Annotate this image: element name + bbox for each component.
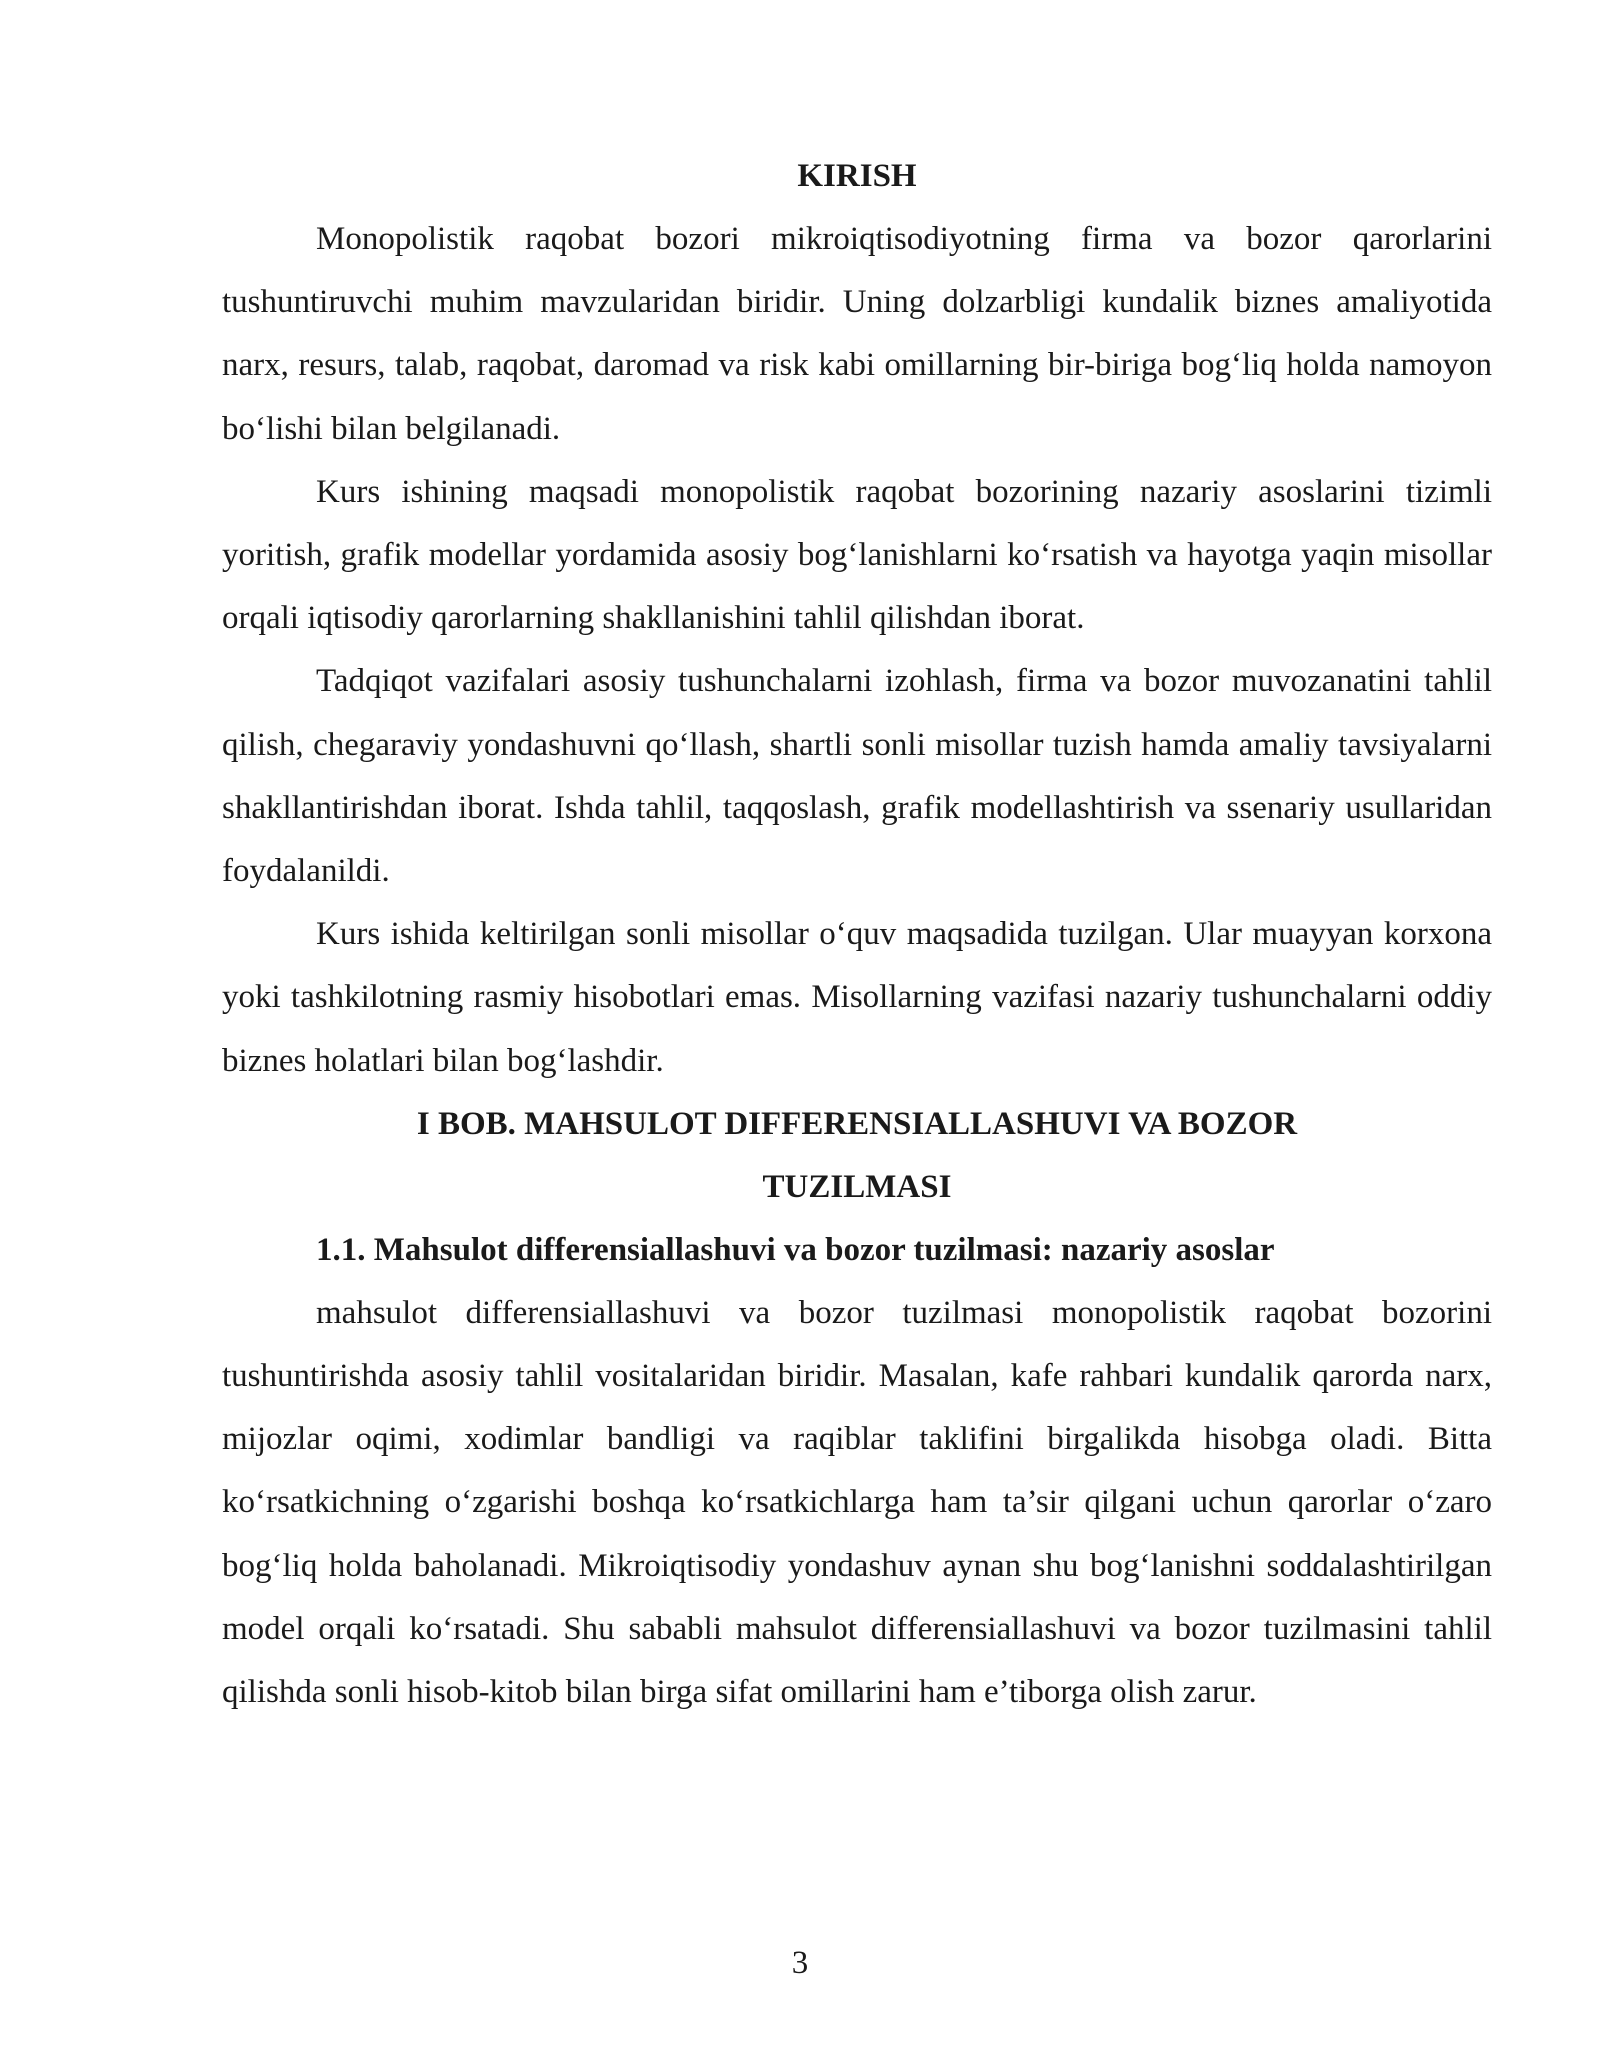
intro-heading: KIRISH	[797, 158, 917, 194]
chapter-title-line-2: TUZILMASI	[762, 1168, 952, 1205]
page-content	[222, 145, 1492, 1724]
section-paragraph: mahsulot differensiallashuvi va bozor tuzilmasi monopolistik raqobat bozorini tushuntirishda asosiy tahlil vositalaridan biridir. Masalan, kafe rahbari kundalik qarorda narx, mijozlar oqimi, xodimlar bandligi va raqiblar taklifini birgalikda hisobga oladi. Bitta ko‘rsatkichning o‘zgarishi boshqa ko‘rsatkichlarga ham ta’sir qilgani uchun qarorlar o‘zaro bog‘liq holda baholanadi. Mikroiqtisodiy yondashuv aynan shu bog‘lanishni soddalashtirilgan model orqali ko‘rsatadi. Shu sababli mahsulot differensiallashuvi va bozor tuzilmasini tahlil qilishda sonli hisob-kitob bilan birga sifat omillarini ham e’tiborga olish zarur.	[222, 1294, 1492, 1711]
intro-paragraph-1: Monopolistik raqobat bozori mikroiqtisodiyotning firma va bozor qarorlarini tushuntiruvchi muhim mavzularidan biridir. Uning dolzarbligi kundalik biznes amaliyotida narx, resurs, talab, raqobat, daromad va risk kabi omillarning bir-biriga bog‘liq holda namoyon bo‘lishi bilan belgilanadi.	[222, 221, 1492, 447]
chapter-title-line-1: I BOB. MAHSULOT DIFFERENSIALLASHUVI VA BOZOR	[416, 1105, 1298, 1142]
intro-paragraph-2: Kurs ishining maqsadi monopolistik raqobat bozorining nazariy asoslarini tizimli yoritish, grafik modellar yordamida asosiy bog‘lanishlarni ko‘rsatish va hayotga yaqin misollar orqali iqtisodiy qarorlarning shakllanishini tahlil qilishdan iborat.	[222, 473, 1492, 637]
section-title: 1.1. Mahsulot differensiallashuvi va bozor tuzilmasi: nazariy asoslar	[316, 1231, 1275, 1268]
page-number: 3	[791, 1945, 809, 1981]
intro-paragraph-3: Tadqiqot vazifalari asosiy tushunchalarni izohlash, firma va bozor muvozanatini tahlil qilish, chegaraviy yondashuvni qo‘llash, shartli sonli misollar tuzish hamda amaliy tavsiyalarni shakllantirishdan iborat. Ishda tahlil, taqqoslash, grafik modellashtirish va ssenariy usullaridan foydalanildi.	[222, 663, 1492, 890]
intro-paragraph-4: Kurs ishida keltirilgan sonli misollar o‘quv maqsadida tuzilgan. Ular muayyan korxona yoki tashkilotning rasmiy hisobotlari emas. Misollarning vazifasi nazariy tushunchalarni oddiy biznes holatlari bilan bog‘lashdir.	[222, 916, 1492, 1079]
